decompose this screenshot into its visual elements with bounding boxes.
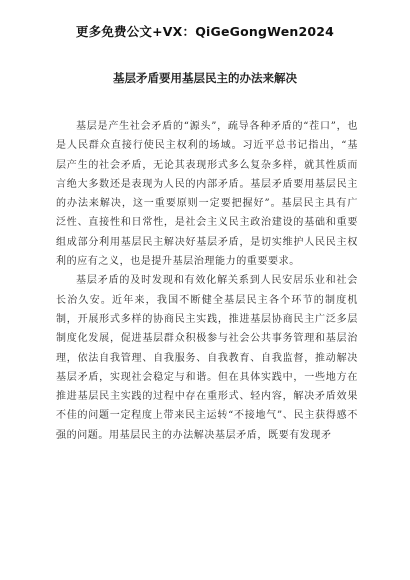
document-body [56, 117, 358, 445]
paragraph-2: 基层矛盾的及时发现和有效化解关系到人民安居乐业和社会长治久安。近年来，我国不断健全基层民主各个环节的制度机制，开展形式多样的协商民主实践，推进基层协商民主广泛多层制度化发展，促进基层群众积极参与社会公共事务管理和基层治理，依法自我管理、自我服务、自我教育、自我监督，推动解决基层矛盾，实现社会稳定与和谐。但在具体实践中，一些地方在推进基层民主实践的过程中存在重形式、轻内容，解决矛盾效果不佳的问题一定程度上带来民主运转“不接地气”、民主获得感不强的问题。用基层民主的办法解决基层矛盾，既要有发现矛 [56, 275, 358, 441]
document-title: 基层矛盾要用基层民主的办法来解决 [113, 71, 297, 85]
page-header: 更多免费公文+VX：QiGeGongWen2024 [75, 24, 335, 39]
paragraph-1: 基层是产生社会矛盾的“源头”，疏导各种矛盾的“茬口”，也是人民群众直接行使民主权利的场域。习近平总书记指出，“基层产生的社会矛盾，无论其表现形式多么复杂多样，就其性质而言绝大多数还是表现为人民的内部矛盾。基层矛盾要用基层民主的办法来解决，这一重要原则一定要把握好”。基层民主具有广泛性、直接性和日常性，是社会主义民主政治建设的基础和重要组成部分利用基层民主解决好基层矛盾，是切实维护人民民主权利的应有之义，也是提升基层治理能力的重要要求。 [56, 121, 358, 268]
